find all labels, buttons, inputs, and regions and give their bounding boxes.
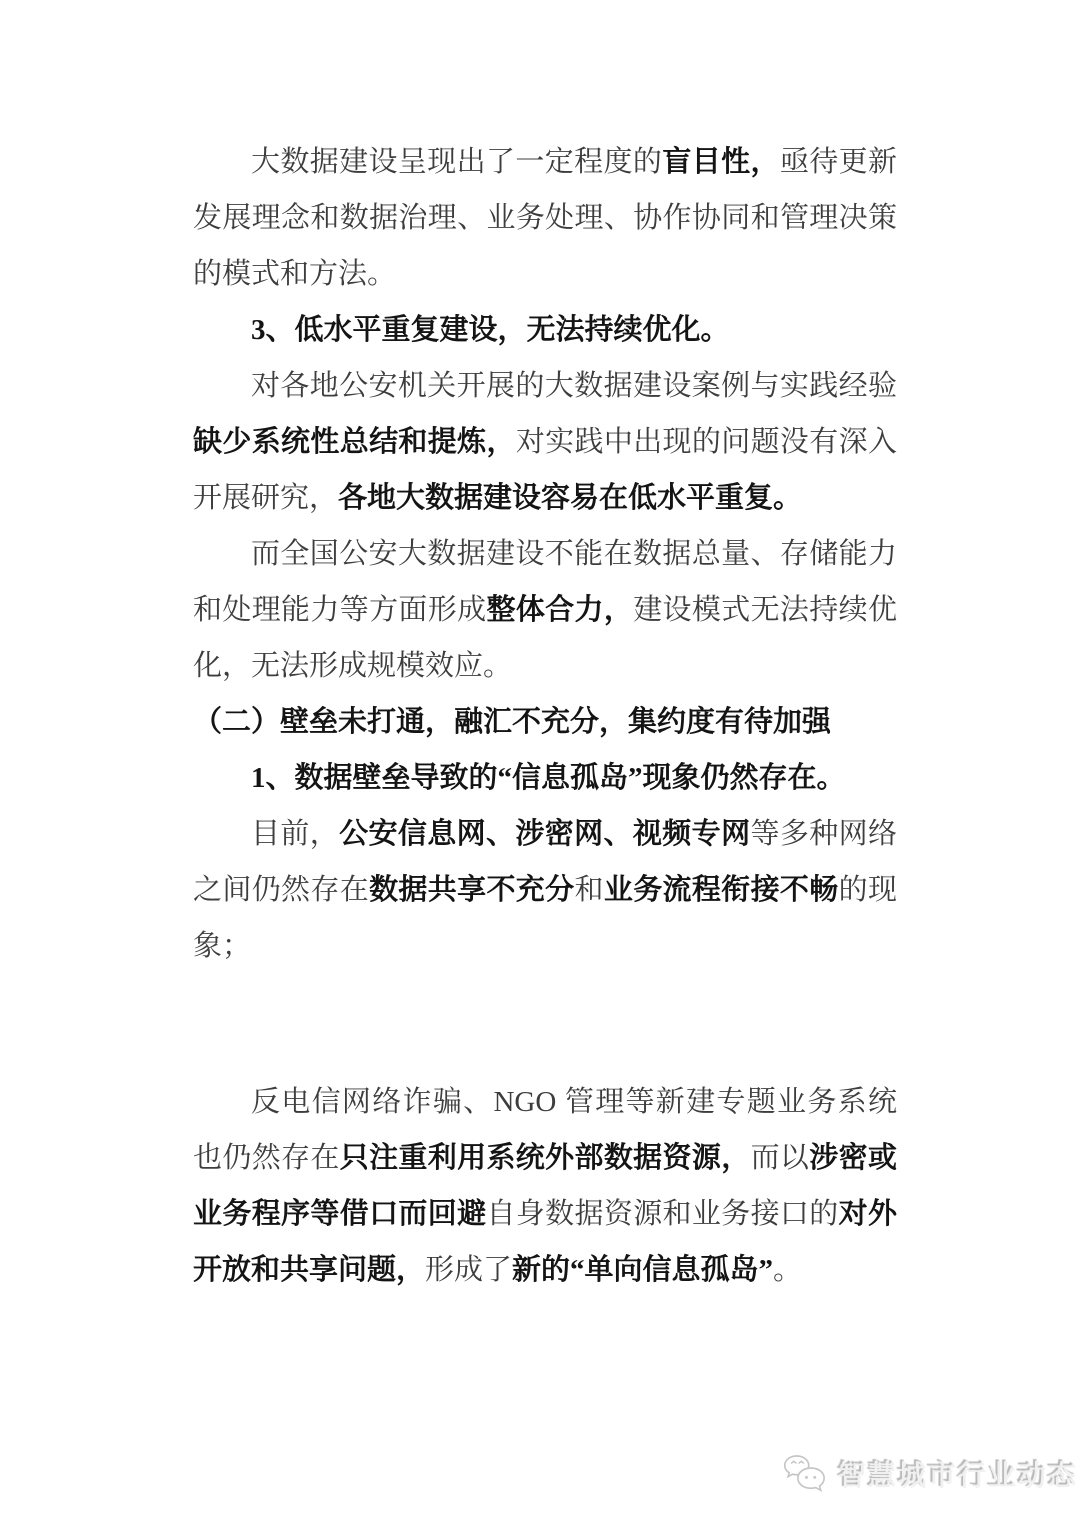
plain-text: 反电信网络诈骗、NGO 管理等新建专题业务系统也仍然存在: [193, 1086, 897, 1174]
body-paragraph: [193, 1074, 897, 1298]
emphasized-text: 涉密或业务程序等借口而回避: [193, 1142, 897, 1230]
body-paragraph: [193, 134, 897, 302]
plain-text: 自身数据资源和业务接口的: [486, 1198, 839, 1230]
section-heading: [193, 694, 897, 750]
emphasized-text: （二）壁垒未打通，融汇不充分，集约度有待加强: [193, 706, 832, 738]
plain-text: 。: [773, 1254, 803, 1286]
plain-text: 和: [574, 874, 604, 906]
emphasized-text: 3、低水平重复建设，无法持续优化。: [251, 314, 730, 346]
plain-text: 亟待更新发展理念和数据治理、业务处理、协作协同和管理决策的模式和方法。: [193, 146, 897, 290]
emphasized-text: 缺少系统性总结和提炼，: [193, 426, 516, 458]
plain-text: 目前，: [251, 818, 340, 850]
plain-text: 对各地公安机关开展的大数据建设案例与实践经验: [251, 370, 897, 402]
emphasized-text: 数据共享不充分: [369, 874, 575, 906]
emphasized-text: 业务流程衔接不畅: [603, 874, 839, 906]
emphasized-text: 新的“单向信息孤岛”: [512, 1254, 774, 1286]
plain-text: 而全国公安大数据建设不能在数据总量、存储能力和处理能力等方面形成: [193, 538, 897, 626]
emphasized-text: 1、数据壁垒导致的“信息孤岛”现象仍然存在。: [251, 762, 846, 794]
watermark-label: 智慧城市行业动态: [838, 1460, 1079, 1491]
plain-text: 形成了: [425, 1254, 513, 1286]
wechat-chat-bubbles-icon: [781, 1452, 829, 1496]
body-paragraph: [193, 358, 897, 526]
body-paragraph: [193, 806, 897, 974]
emphasized-text: 各地大数据建设容易在低水平重复。: [338, 482, 803, 514]
plain-text: 而以: [750, 1142, 810, 1174]
plain-text: 的现象；: [193, 874, 897, 962]
plain-text: 建设模式无法持续优化，无法形成规模效应。: [193, 594, 897, 682]
section-heading: [193, 750, 897, 806]
emphasized-text: 只注重利用系统外部数据资源，: [339, 1142, 751, 1174]
emphasized-text: 整体合力，: [486, 594, 634, 626]
document-body: [193, 134, 897, 1298]
section-heading: [193, 302, 897, 358]
paragraph-gap: [193, 974, 897, 1074]
plain-text: 等多种网络之间仍然存在: [193, 818, 897, 906]
watermark: [781, 1452, 1078, 1496]
plain-text: 大数据建设呈现出了一定程度的: [251, 146, 663, 178]
emphasized-text: 盲目性，: [662, 146, 780, 178]
emphasized-text: 公安信息网、涉密网、视频专网: [339, 818, 751, 850]
body-paragraph: [193, 526, 897, 694]
plain-text: 对实践中出现的问题没有深入开展研究，: [193, 426, 897, 514]
emphasized-text: 对外开放和共享问题，: [193, 1198, 897, 1286]
